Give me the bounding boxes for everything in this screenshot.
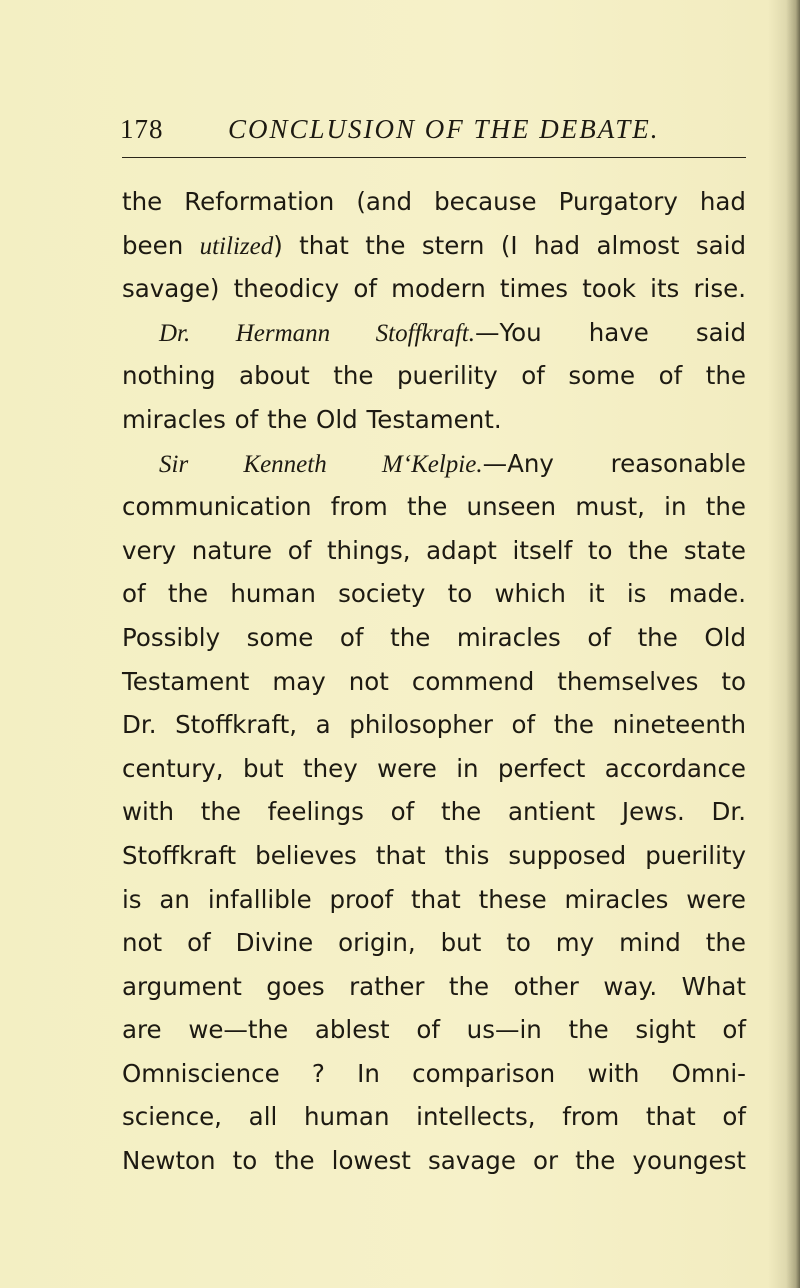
text-line: communication from the unseen must, in the <box>122 492 746 522</box>
speaker-name: Dr. Hermann Stoffkraft. <box>159 319 475 347</box>
text-line: with the feelings of the antient Jews. Dr. <box>122 797 746 827</box>
page-header <box>120 114 760 154</box>
text-line: Possibly some of the miracles of the Old <box>122 622 746 652</box>
text-line: miracles of the Old Testament. <box>122 404 502 434</box>
text-line: Stoffkraft believes that this supposed puerility <box>122 840 746 870</box>
text-line: very nature of things, adapt itself to the state <box>122 535 746 565</box>
text-line: century, but they were in perfect accordance <box>122 753 746 783</box>
text-line: is an infallible proof that these miracles were <box>122 884 746 914</box>
text-line: Newton to the lowest savage or the youngest <box>122 1146 746 1176</box>
text-line: are we—the ablest of us—in the sight of <box>122 1015 746 1045</box>
text-line: savage) theodicy of modern times took its rise. <box>122 274 746 304</box>
page-edge-shadow <box>786 0 800 1288</box>
text-line: argument goes rather the other way. What <box>122 971 746 1001</box>
text-line: the Reformation (and because Purgatory had <box>122 187 746 216</box>
text-line: Dr. Stoffkraft, a philosopher of the nineteenth <box>122 710 746 740</box>
text-line: been utilized) that the stern (I had almost said <box>122 230 747 260</box>
page-number: 178 <box>120 114 164 144</box>
text-line: not of Divine origin, but to my mind the <box>122 928 746 958</box>
text-line: of the human society to which it is made. <box>122 579 746 609</box>
running-head: CONCLUSION OF THE DEBATE. <box>228 114 660 144</box>
text-line: Omniscience ? In comparison with Omni- <box>122 1058 746 1088</box>
text-line: nothing about the puerility of some of the <box>122 361 746 391</box>
body-text <box>122 180 746 1183</box>
text-line: science, all human intellects, from that of <box>122 1102 746 1132</box>
text-line: Testament may not commend themselves to <box>122 666 746 696</box>
header-rule <box>122 157 746 158</box>
speaker-line: Sir Kenneth M‘Kelpie.—Any reasonable <box>159 448 746 478</box>
speaker-line: Dr. Hermann Stoffkraft.—You have said <box>159 317 746 347</box>
speaker-name: Sir Kenneth M‘Kelpie. <box>159 450 483 478</box>
